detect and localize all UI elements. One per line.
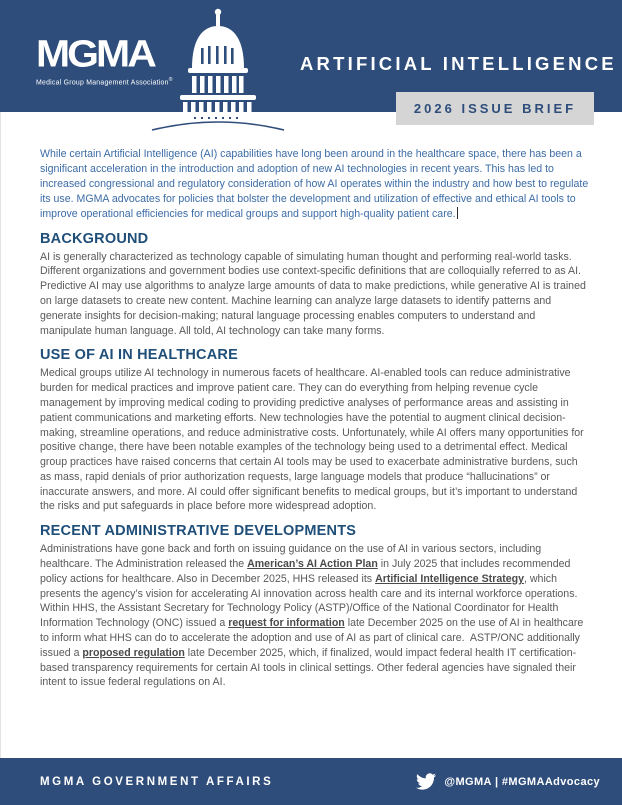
- capitol-building-icon: [146, 4, 290, 136]
- inline-link[interactable]: Artificial Intelligence Strategy: [375, 572, 525, 585]
- body-text-run: in July 2025 that includes recommended policy actions for healthcare. Also in December 2025, HHS released its: [40, 558, 574, 585]
- body-text-run: late December 2025 on the use of AI in healthcare to inform what HHS can do to accelerate the adoption and use of AI as part of clinical care. ASTP/ONC additionally issued a: [40, 617, 587, 659]
- section-use-of-ai-heading: USE OF AI IN HEALTHCARE: [40, 347, 238, 364]
- inline-link[interactable]: request for information: [228, 617, 345, 630]
- inline-link[interactable]: American’s AI Action Plan: [247, 558, 378, 571]
- mgma-tagline: Medical Group Management Association®: [36, 76, 173, 87]
- page-title: ARTIFICIAL INTELLIGENCE: [300, 53, 617, 74]
- body-text-run: , which presents the agency’s vision for accelerating AI innovation across health care and its internal workforce operations. Within HHS, the Assistant Secretary for Technology Policy (ASTP)/Office of the National Coordinator for Health Information Technology (ONC) issued a: [40, 572, 581, 630]
- issue-brief-badge: 2026 ISSUE BRIEF: [396, 92, 594, 125]
- body-text-run: Administrations have gone back and forth on issuing guidance on the use of AI in various sectors, including healthcare. The Administration released the: [40, 543, 545, 571]
- intro-paragraph: [40, 147, 592, 222]
- page-edge-line: [0, 112, 1, 758]
- section-recent-developments-heading: RECENT ADMINISTRATIVE DEVELOPMENTS: [40, 523, 357, 540]
- twitter-icon: [416, 773, 436, 790]
- footer-social-handle: @MGMA | #MGMAAdvocacy: [444, 775, 600, 788]
- inline-link[interactable]: proposed regulation: [82, 646, 185, 659]
- document-body: [40, 140, 592, 690]
- intro-text: While certain Artificial Intelligence (AI) capabilities have long been around in the healthcare space, there has been a significant acceleration in the introduction and adoption of new AI technologies in recent years. This has led to increased congressional and regulatory consideration of how AI operates within the industry and how best to regulate its use. MGMA advocates for policies that bolster the development and utilization of effective and ethical AI tools to improve operational efficiencies for medical groups and support high-quality patient care.: [40, 148, 592, 220]
- section-use-of-ai: [40, 347, 589, 514]
- footer-band: [0, 758, 622, 805]
- section-recent-developments: [40, 523, 589, 690]
- mgma-wordmark: MGMA: [36, 32, 154, 75]
- body-text-run: late December 2025, which, if finalized, would impact federal health IT certification-based transparency requirements for certain AI tools in clinical settings. Other federal agencies have signaled their intent to issue federal regulations on AI.: [40, 646, 579, 689]
- section-background: [40, 231, 589, 339]
- footer-title: MGMA GOVERNMENT AFFAIRS: [40, 775, 274, 788]
- registered-mark: ®: [168, 76, 173, 83]
- section-use-of-ai-body: Medical groups utilize AI technology in numerous facets of healthcare. AI-enabled tools can reduce administrative burden for medical practices and improve patient care. They can do everything from helping revenue cycle management by improving medical coding to providing predictive analyses of performance areas and assisting in patient communications and marketing efforts. New technologies have the potential to augment clinical decision-making, streamline operations, and reduce administrative costs. Unfortunately, while AI offers many opportunities for positive change, there have been notable examples of the technology being used to a detrimental effect. Medical group practices have raised concerns that certain AI tools may be used to exacerbate administrative burdens, such as mass, rapid denials of prior authorization requests, large language models that produce “hallucinations” or inaccurate answers, and more. AI could offer significant benefits to medical groups, but it’s important to understand the risks and put safeguards in place before more widespread adoption.: [40, 367, 587, 513]
- section-background-heading: BACKGROUND: [40, 230, 149, 247]
- footer-social: [416, 773, 600, 790]
- text-cursor: [457, 207, 458, 219]
- section-background-body: AI is generally characterized as technology capable of simulating human thought and performing real-world tasks. Different organizations and government bodies use context-specific definitions that are colloquially referred to as AI. Predictive AI may use algorithms to analyze large amounts of data to make predictions, while generative AI is trained on large datasets to create new content. Machine learning can analyze large datasets to identify patterns and generate insights for decision-making; natural language processing enables computers to understand and manipulate human language. All told, AI technology can take many forms.: [40, 250, 589, 337]
- section-recent-developments-body: [40, 542, 589, 690]
